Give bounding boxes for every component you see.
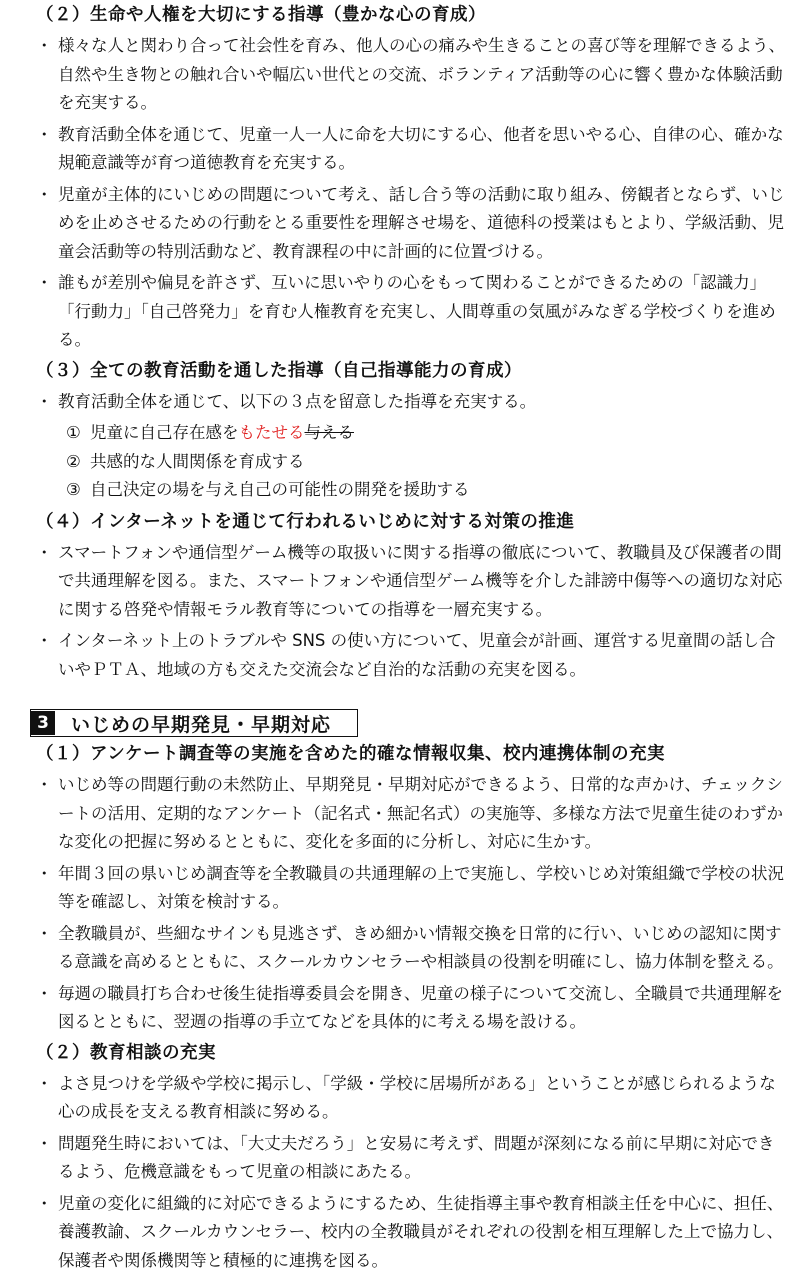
section-header xyxy=(30,709,358,737)
heading-life-human-rights: （２）生命や人権を大切にする指導（豊かな心の育成） xyxy=(36,2,786,28)
list-item: ・ 毎週の職員打ち合わせ後生徒指導委員会を開き、児童の様子について交流し、全職員で共通理解を図るとともに、翌週の指導の手立てなどを具体的に考える場を設ける。 xyxy=(36,980,786,1037)
list-item: ・ 誰もが差別や偏見を許さず、互いに思いやりの心をもって関わることができるための「認識力」「行動力」「自己啓発力」を育む人権教育を充実し、人間尊重の気風がみなぎる学校づくりを進める。 xyxy=(36,269,786,355)
heading-all-activities: （３）全ての教育活動を通した指導（自己指導能力の育成） xyxy=(36,358,786,384)
list-item: ・ 児童が主体的にいじめの問題について考え、話し合う等の活動に取り組み、傍観者とならず、いじめを止めさせるための行動をとる重要性を理解させ場を、道徳科の授業はもとより、学級活動、児童会活動等の特別活動など、教育課程の中に計画的に位置づける。 xyxy=(36,181,786,267)
list-item: ・ いじめ等の問題行動の未然防止、早期発見・早期対応ができるよう、日常的な声かけ、チェックシートの活用、定期的なアンケート（記名式・無記名式）の実施等、多様な方法で児童生徒のわずかな変化の把握に努めるとともに、変化を多面的に分析し、対応に生かす。 xyxy=(36,771,786,857)
item-text: 共感的な人間関係を育成する xyxy=(90,452,305,471)
list-item: ・ 児童の変化に組織的に対応できるようにするため、生徒指導主事や教育相談主任を中心に、担任、養護教諭、スクールカウンセラー、校内の全教職員がそれぞれの役割を相互理解した上で協力し、保護者や関係機関等と積極的に連携を図る。 xyxy=(36,1190,786,1275)
list-item: ・ 様々な人と関わり合って社会性を育み、他人の心の痛みや生きることの喜び等を理解できるよう、自然や生き物との触れ合いや幅広い世代との交流、ボランティア活動等の心に響く豊かな体験活動を充実する。 xyxy=(36,32,786,118)
item-number: ① xyxy=(66,419,90,448)
item-number: ③ xyxy=(66,476,90,505)
heading-internet-bullying: （４）インターネットを通じて行われるいじめに対する対策の推進 xyxy=(36,509,786,535)
list-item: ・ 教育活動全体を通じて、以下の３点を留意した指導を充実する。 xyxy=(36,388,786,417)
item-text: 児童に自己存在感を xyxy=(90,423,239,442)
list-item: ・ 問題発生時においては、「大丈夫だろう」と安易に考えず、問題が深刻になる前に早期に対応できるよう、危機意識をもって児童の相談にあたる。 xyxy=(36,1130,786,1187)
item-text: 自己決定の場を与え自己の可能性の開発を援助する xyxy=(90,480,470,499)
list-item: ・ 年間３回の県いじめ調査等を全教職員の共通理解の上で実施し、学校いじめ対策組織で学校の状況等を確認し、対策を検討する。 xyxy=(36,860,786,917)
list-item: ・ よさ見つけを学級や学校に掲示し、「学級・学校に居場所がある」ということが感じられるような心の成長を支える教育相談に努める。 xyxy=(36,1070,786,1127)
list-item: ・ 教育活動全体を通じて、児童一人一人に命を大切にする心、他者を思いやる心、自律の心、確かな規範意識等が育つ道徳教育を充実する。 xyxy=(36,121,786,178)
deleted-revision: 与える xyxy=(305,423,355,442)
numbered-item xyxy=(36,448,786,477)
section-title: いじめの早期発見・早期対応 xyxy=(71,710,331,737)
heading-survey-info: （１）アンケート調査等の実施を含めた的確な情報収集、校内連携体制の充実 xyxy=(36,741,786,767)
section-number: 3 xyxy=(31,711,55,735)
numbered-item xyxy=(36,476,786,505)
item-number: ② xyxy=(66,448,90,477)
list-item: ・ スマートフォンや通信型ゲーム機等の取扱いに関する指導の徹底について、教職員及び保護者の間で共通理解を図る。また、スマートフォンや通信型ゲーム機等を介した誹謗中傷等への適切な対応に関する啓発や情報モラル教育等についての指導を一層充実する。 xyxy=(36,539,786,625)
list-item: ・ 全教職員が、些細なサインも見逃さず、きめ細かい情報交換を日常的に行い、いじめの認知に関する意識を高めるとともに、スクールカウンセラーや相談員の役割を明確にし、協力体制を整える。 xyxy=(36,920,786,977)
heading-counseling: （２）教育相談の充実 xyxy=(36,1040,786,1066)
numbered-item xyxy=(36,419,786,448)
list-item: ・ インターネット上のトラブルや SNS の使い方について、児童会が計画、運営する児童間の話し合いやＰＴＡ、地域の方も交えた交流会など自治的な活動の充実を図る。 xyxy=(36,627,786,684)
inserted-revision: もたせる xyxy=(239,423,305,442)
